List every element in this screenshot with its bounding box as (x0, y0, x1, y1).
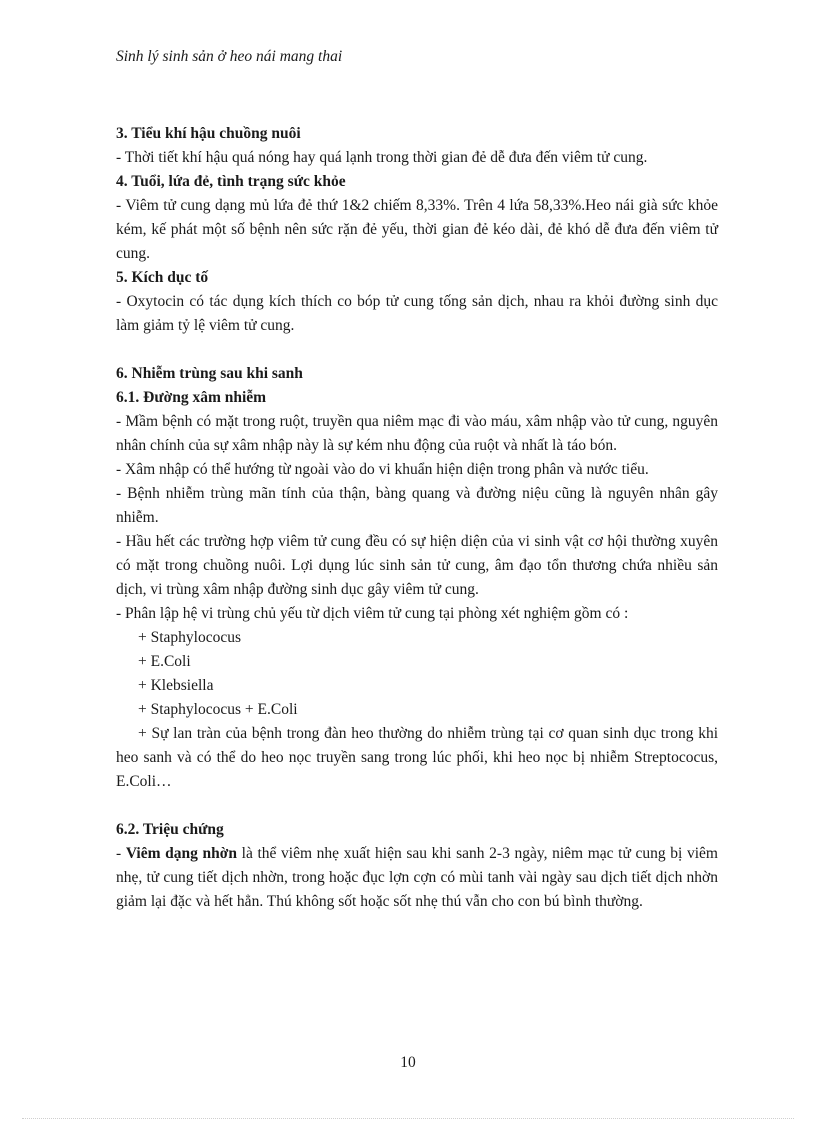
paragraph-rest: là thể viêm nhẹ xuất hiện sau khi sanh 2-3 ngày, niêm mạc tử cung bị viêm nhẹ, tử cung tiết dịch nhờn, trong hoặc đục lợn cợn có mùi tanh vài ngày sau dịch tiết dịch nhờn giảm lại đặc và hết hẳn. Thú không sốt hoặc sốt nhẹ thú vẫn cho con bú bình thường. (116, 845, 718, 910)
dash: - (116, 845, 126, 862)
section-6-2-paragraph (116, 842, 718, 914)
section-6-1-paragraph-1: - Mầm bệnh có mặt trong ruột, truyền qua niêm mạc đi vào máu, xâm nhập vào tử cung, nguyên nhân chính của sự xâm nhập này là sự kém nhu động của ruột và nhất là táo bón. (116, 413, 718, 454)
section-6-2-heading: 6.2. Triệu chứng (116, 821, 224, 838)
running-header: Sinh lý sinh sản ở heo nái mang thai (116, 48, 343, 65)
list-item: + E.Coli (138, 653, 191, 670)
section-6-1-paragraph-3: - Bệnh nhiễm trùng mãn tính của thận, bàng quang và đường niệu cũng là nguyên nhân gây nhiễm. (116, 485, 718, 526)
section-5-heading: 5. Kích dục tố (116, 269, 209, 286)
section-4-heading: 4. Tuổi, lứa đẻ, tình trạng sức khỏe (116, 173, 346, 190)
section-6-heading: 6. Nhiễm trùng sau khi sanh (116, 365, 303, 382)
section-3-paragraph: - Thời tiết khí hậu quá nóng hay quá lạnh trong thời gian đẻ dễ đưa đến viêm tử cung. (116, 149, 648, 166)
section-6-1-paragraph-2: - Xâm nhập có thể hướng từ ngoài vào do vi khuẩn hiện diện trong phân và nước tiểu. (116, 461, 649, 478)
section-4-paragraph: - Viêm tử cung dạng mủ lứa đẻ thứ 1&2 chiếm 8,33%. Trên 4 lứa 58,33%.Heo nái già sức khỏe kém, kế phát một số bệnh nên sức rặn đẻ yếu, thời gian đẻ kéo dài, đẻ khó dễ đưa đến viêm tử cung. (116, 197, 718, 262)
list-item: + Klebsiella (138, 677, 214, 694)
list-item: + Staphylococus (138, 629, 242, 646)
section-6-1-paragraph-4: - Hầu hết các trường hợp viêm tử cung đều có sự hiện diện của vi sinh vật cơ hội thường xuyên có mặt trong chuồng nuôi. Lợi dụng lúc sinh sản tử cung, âm đạo tổn thương chứa nhiều sản dịch, vi trùng xâm nhập đường sinh dục gây viêm tử cung. (116, 533, 718, 598)
page-number: 10 (400, 1054, 416, 1071)
section-6-1-paragraph-5: - Phân lập hệ vi trùng chủ yếu từ dịch viêm tử cung tại phòng xét nghiệm gồm có : (116, 605, 629, 622)
spread-paragraph: + Sự lan tràn của bệnh trong đàn heo thường do nhiễm trùng tại cơ quan sinh dục trong khi heo sanh và có thể do heo nọc truyền sang trong lúc phối, khi heo nọc bị nhiễm Streptococus, E.Coli… (116, 725, 718, 790)
page-bottom-rule (22, 1118, 794, 1119)
section-3-heading: 3. Tiểu khí hậu chuồng nuôi (116, 125, 301, 142)
bold-term: Viêm dạng nhờn (125, 845, 237, 862)
document-body (116, 122, 718, 914)
section-5-paragraph: - Oxytocin có tác dụng kích thích co bóp tử cung tống sản dịch, nhau ra khỏi đường sinh dục làm giảm tỷ lệ viêm tử cung. (116, 293, 718, 334)
section-6-1-heading: 6.1. Đường xâm nhiễm (116, 389, 267, 406)
list-item: + Staphylococus + E.Coli (138, 701, 298, 718)
